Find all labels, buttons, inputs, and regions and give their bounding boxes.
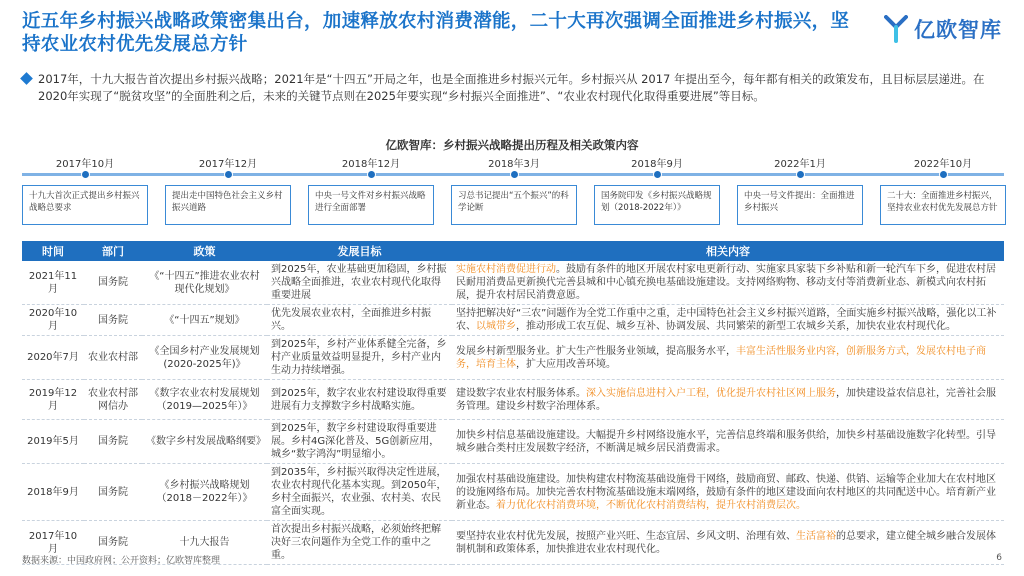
- timeline-dot-icon: [653, 170, 662, 179]
- timeline-dot-icon: [81, 170, 90, 179]
- cell-content: [452, 380, 1004, 420]
- content-text: ，扩大应用改善环境。: [516, 358, 616, 370]
- header-policy: 政策: [142, 241, 267, 261]
- content-text: 坚持把解决好“三农”问题作为全党工作重中之重，走中国特色社会主义乡村振兴道路，全面实施乡村振兴战略，强化以工补农、: [456, 308, 997, 332]
- cell-policy: 《“十四五”推进农业农村现代化规划》: [142, 261, 267, 305]
- cell-goal: 到2025年，数字农业农村建设取得重要进展有力支撑数字乡村战略实施。: [267, 380, 452, 420]
- table-row: [22, 464, 1004, 521]
- timeline-event-box: 十九大首次正式提出乡村振兴战略总要求: [22, 185, 148, 225]
- section-subtitle: 亿欧智库：乡村振兴战略提出历程及相关政策内容: [385, 138, 639, 152]
- cell-content: [452, 521, 1004, 565]
- content-text: 加强农村基础设施建设。加快构建农村物流基础设施骨干网络，鼓励商贸、邮政、快递、供销、运输等企业加大在农村地区的设施网络布局。加快完善农村物流基础设施末端网络，鼓励有条件的地区建设面向农村地区的共同配送中心。培育新产业新业态。: [456, 473, 996, 511]
- header-goal: 发展目标: [267, 241, 452, 261]
- cell-dept: 国务院: [84, 521, 142, 565]
- timeline-date: 2022年10月: [913, 159, 973, 170]
- table-row: [22, 305, 1004, 336]
- timeline-event-box: 习总书记提出“五个振兴”的科学论断: [451, 185, 577, 225]
- cell-content: [452, 305, 1004, 336]
- brand-logo: [884, 14, 1002, 44]
- highlighted-text: 深入实施信息进村入户工程，优化提升农村社区网上服务: [586, 387, 836, 399]
- header-dept: 部门: [84, 241, 142, 261]
- cell-policy: 《全国乡村产业发展规划(2020-2025年)》: [142, 336, 267, 380]
- content-text: 建设数字农业农村服务体系。: [456, 387, 586, 399]
- highlighted-text: 实施农村消费促进行动: [456, 264, 556, 275]
- timeline-dot-icon: [510, 170, 519, 179]
- page-number: 6: [996, 553, 1002, 563]
- cell-time: 2020年7月: [22, 336, 84, 380]
- content-text: 发展乡村新型服务业。扩大生产性服务业领域，提高服务水平，: [456, 345, 736, 357]
- cell-dept: 农业农村部 网信办: [84, 380, 142, 420]
- timeline-event-box: 二十大：全面推进乡村振兴，坚持农业农村优先发展总方针: [880, 185, 1006, 225]
- content-text: 要坚持农业农村优先发展，按照产业兴旺、生态宜居、乡风文明、治理有效、: [456, 530, 796, 542]
- cell-time: 2017年10月: [22, 521, 84, 565]
- cell-dept: 国务院: [84, 464, 142, 521]
- header-content: 相关内容: [452, 241, 1004, 261]
- policy-table: [22, 241, 1004, 565]
- timeline-event-box: 国务院印发《乡村振兴战略规划（2018-2022年）》: [594, 185, 720, 225]
- content-text: 加快乡村信息基础设施建设。大幅提升乡村网络设施水平，完善信息终端和服务供给，加快乡村基础设施数字化转型。引导城乡融合类村庄发展数字经济，不断满足城乡居民消费需求。: [456, 429, 996, 454]
- content-text: 的总要求，建立健全城乡融合发展体制机制和政策体系，加快推进农业农村现代化。: [456, 530, 996, 555]
- content-text: ，推动形成工农互促、城乡互补、协调发展、共同繁荣的新型工农城乡关系，加快农业农村现代化。: [516, 321, 956, 332]
- cell-policy: 《乡村振兴战略规划（2018－2022年）》: [142, 464, 267, 521]
- cell-goal: 到2035年，乡村振兴取得决定性进展，农业农村现代化基本实现。到2050年，乡村全面振兴，农业强、农村美、农民富全面实现。: [267, 464, 452, 521]
- cell-policy: 十九大报告: [142, 521, 267, 565]
- timeline-event-box: 提出走中国特色社会主义乡村振兴道路: [165, 185, 291, 225]
- timeline-date: 2017年10月: [55, 159, 115, 170]
- diamond-bullet-icon: [20, 72, 33, 85]
- cell-content: [452, 420, 1004, 464]
- cell-time: 2021年11月: [22, 261, 84, 305]
- data-source-footer: 数据来源：中国政府网；公开资料；亿欧智库整理: [22, 556, 221, 566]
- highlighted-text: 着力优化农村消费环境，不断优化农村消费结构，提升农村消费层次。: [496, 499, 806, 511]
- cell-policy: 《“十四五”规划》: [142, 305, 267, 336]
- timeline-date: 2017年12月: [198, 159, 258, 170]
- timeline-date: 2018年12月: [341, 159, 401, 170]
- highlighted-text: 以城带乡: [476, 321, 516, 332]
- highlighted-text: 丰富生活性服务业内容，创新服务方式，发展农村电子商务，培育主体: [456, 345, 986, 370]
- cell-goal: 到2025年，数字乡村建设取得重要进展。乡村4G深化普及、5G创新应用，城乡“数字鸿沟”明显缩小。: [267, 420, 452, 464]
- brand-name: 亿欧智库: [914, 18, 1002, 42]
- cell-time: 2019年5月: [22, 420, 84, 464]
- content-text: ，加快建设益农信息社，完善社会服务管理。建设乡村数字治理体系。: [456, 387, 996, 412]
- timeline-event-box: 中央一号文件对乡村振兴战略进行全面部署: [308, 185, 434, 225]
- cell-time: 2020年10月: [22, 305, 84, 336]
- cell-policy: 《数字农业农村发展规划（2019—2025年）》: [142, 380, 267, 420]
- timeline-dot-icon: [367, 170, 376, 179]
- table-row: [22, 380, 1004, 420]
- table-row: [22, 336, 1004, 380]
- timeline-dot-icon: [224, 170, 233, 179]
- cell-policy: 《数字乡村发展战略纲要》: [142, 420, 267, 464]
- highlighted-text: 生活富裕: [796, 530, 836, 542]
- cell-dept: 农业农村部: [84, 336, 142, 380]
- timeline-date: 2022年1月: [774, 159, 826, 170]
- cell-goal: 到2025年，农业基础更加稳固，乡村振兴战略全面推进，农业农村现代化取得重要进展: [267, 261, 452, 305]
- yiou-logo-icon: [884, 15, 908, 43]
- intro-paragraph: [22, 71, 1007, 105]
- cell-goal: 优先发展农业农村，全面推进乡村振兴。: [267, 305, 452, 336]
- timeline-dot-icon: [939, 170, 948, 179]
- cell-time: 2019年12月: [22, 380, 84, 420]
- cell-dept: 国务院: [84, 305, 142, 336]
- cell-content: [452, 261, 1004, 305]
- table-row: [22, 420, 1004, 464]
- cell-content: [452, 464, 1004, 521]
- timeline-date: 2018年9月: [631, 159, 683, 170]
- timeline-dot-icon: [796, 170, 805, 179]
- content-text: 。鼓励有条件的地区开展农村家电更新行动、实施家具家装下乡补贴和新一轮汽车下乡，促进农村居民耐用消费品更新换代完善县城和中心镇充换电基础设施建设。支持网络购物、移动支付等消费新业态、新模式向农村拓展，提升农村居民消费意愿。: [456, 264, 996, 301]
- header-time: 时间: [22, 241, 84, 261]
- cell-goal: 首次提出乡村振兴战略，必须始终把解决好三农问题作为全党工作的重中之重。: [267, 521, 452, 565]
- table-row: [22, 261, 1004, 305]
- policy-timeline: [22, 155, 1004, 231]
- cell-time: 2018年9月: [22, 464, 84, 521]
- page-title: 近五年乡村振兴战略政策密集出台，加速释放农村消费潜能，二十大再次强调全面推进乡村振兴，坚持农业农村优先发展总方针: [22, 11, 850, 55]
- intro-text: 2017年，十九大报告首次提出乡村振兴战略；2021年是“十四五”开局之年，也是全面推进乡村振兴元年。乡村振兴从 2017 年提出至今，每年都有相关的政策发布，且目标层层递进。在2020年实现了“脱贫攻坚”的全面胜利之后，未来的关键节点则在2025年要实现“乡村振兴全面推进”、“农业农村现代化取得重要进展”等目标。: [38, 72, 985, 103]
- cell-goal: 到2025年，乡村产业体系健全完备，乡村产业质量效益明显提升，乡村产业内生动力持续增强。: [267, 336, 452, 380]
- cell-dept: 国务院: [84, 420, 142, 464]
- table-header-row: [22, 241, 1004, 261]
- timeline-date: 2018年3月: [488, 159, 540, 170]
- cell-content: [452, 336, 1004, 380]
- timeline-event-box: 中央一号文件提出：全面推进乡村振兴: [737, 185, 863, 225]
- cell-dept: 国务院: [84, 261, 142, 305]
